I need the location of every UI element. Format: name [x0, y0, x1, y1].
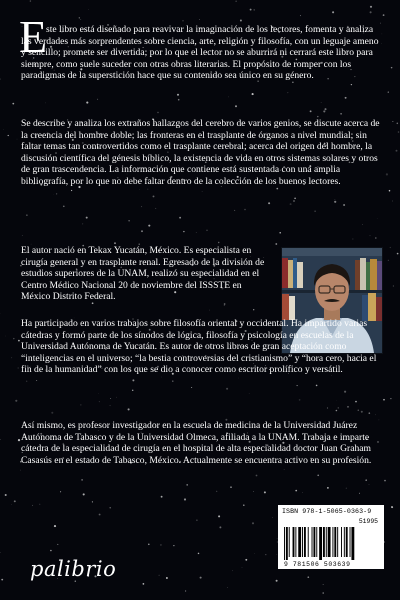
barcode-number: 9 781506 503639 [284, 561, 351, 568]
drop-cap: E [19, 11, 48, 62]
paragraph-intro-first-line: ste libro está diseñado para reavivar la imaginación de los lectores, [46, 24, 303, 35]
isbn-label: ISBN 978-1-5065-0363-9 [282, 508, 372, 515]
price-code: 51995 [358, 518, 378, 525]
paragraph-description: Se describe y analiza los extraños hallazgos del cerebro de varios genios, se discute acerca de la creencia del hombre doble; las fronteras en el trasplante de órganos a nivel mundial; sin faltar temas tan controvertidos como el trasplante cerebral; acerca del origen del hombre, la discusión científica del génesis bíblico, la existencia de vida en otros sistemas solares y otros de gran trascendencia. La información que contiene está sustentada con una amplia bibliografía, por lo que no debe faltar dentro de la colección de los buenos lectores. [21, 118, 380, 187]
paragraph-author-works: Ha participado en varios trabajos sobre filosofía oriental y occidental. Ha impartido varias cátedras y formó parte de los sínodos de lógica, filosofía y psicología en escuelas de la Universidad Autónoma de Yucatán. Es autor de otros libros de gran aceptación como “inteligencias en el universo; “la bestia controversias del cristianismo” y “hora cero, hacia el fin de la humanidad” con los que se dio a conocer como escritor prolífico y versátil. [21, 318, 377, 376]
barcode-bars-icon [282, 527, 380, 560]
isbn-barcode [278, 505, 384, 569]
paragraph-intro [21, 24, 381, 82]
paragraph-author-career: Así mismo, es profesor investigador en la escuela de medicina de la Universidad Juárez Autónoma de Tabasco y de la Universidad Olmeca, afiliada a la UNAM. Trabaja e imparte cátedra de la especialidad de cirugía en el hospital de alta especialidad doctor Juan Graham Casasús en el estado de Tabasco, México. Actualmente se encuentra activo en su profesión. [21, 420, 372, 466]
paragraph-intro-rest: fomenta y analiza las verdades más sorprendentes sobre ciencia, arte, religión y filosofía, con un leguaje ameno y sencillo; promete ser divertida; por lo que el lector no se aburrirá ni cerrará este libro para siempre, como suele suceder con otras obras literarias. El propósito de romper con los paradigmas de la superstición hace que su contenido sea único en su género. [21, 24, 379, 82]
paragraph-author-bio: El autor nació en Tekax Yucatán, México. Es especialista en cirugía general y en trasplante renal. Egresado de la división de estudios superiores de la UNAM, realizó su especialidad en el Centro Médico Nacional 20 de noviembre del ISSSTE en México Distrito Federal. [21, 245, 265, 303]
publisher-logo: palibrio [30, 557, 117, 581]
